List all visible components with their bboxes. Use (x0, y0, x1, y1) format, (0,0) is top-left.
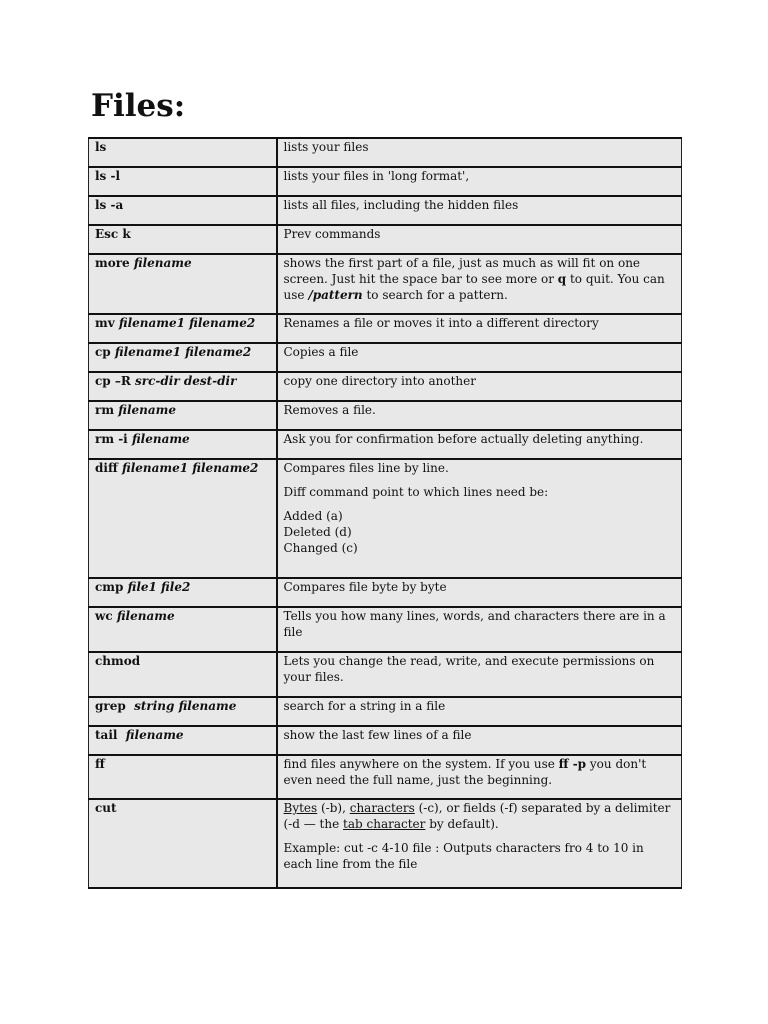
command-description: to search for a pattern. (362, 288, 508, 302)
page-title: Files: (91, 88, 186, 124)
table-row (89, 459, 682, 578)
command-description: Ask you for confirmation before actually deleting anything. (283, 432, 644, 446)
command-name: tail (95, 728, 118, 742)
table-row (89, 401, 682, 430)
command-description: Example: cut -c 4-10 file : Outputs characters fro 4 to 10 in each line from the file (283, 841, 644, 871)
command-name: ff (95, 757, 105, 771)
bytes-link[interactable]: Bytes (283, 801, 318, 815)
command-description: by default). (425, 817, 499, 831)
list-item: Deleted (d) (283, 525, 352, 539)
table-row (89, 196, 682, 225)
command-name: rm -i (95, 432, 128, 446)
table-row (89, 138, 682, 167)
command-cell (89, 314, 277, 343)
command-name: cut (95, 801, 117, 815)
description-cell (277, 225, 682, 254)
description-cell (277, 138, 682, 167)
command-description: Tells you how many lines, words, and characters there are in a file (283, 609, 666, 639)
command-name: grep (95, 699, 126, 713)
table-row (89, 225, 682, 254)
command-cell (89, 225, 277, 254)
command-argument: filename1 filename2 (122, 461, 259, 475)
description-cell (277, 343, 682, 372)
command-name: wc (95, 609, 113, 623)
command-argument: filename (125, 728, 184, 742)
list-item: Added (a) (283, 509, 343, 523)
command-name: Esc k (95, 227, 131, 241)
description-cell (277, 755, 682, 799)
table-row (89, 254, 682, 314)
command-description: (-c), or fields (-f) separated by a delimiter (-d — the (283, 801, 671, 831)
tab-character-link[interactable]: tab character (343, 817, 426, 831)
description-cell (277, 726, 682, 755)
command-description: shows the first part of a file, just as much as will fit on one screen. Just hit the space bar to see more or (283, 256, 641, 286)
table-row (89, 167, 682, 196)
command-argument: filename (116, 609, 175, 623)
command-cell (89, 196, 277, 225)
command-description: show the last few lines of a file (283, 728, 472, 742)
command-description: you don't even need the full name, just the beginning. (283, 757, 647, 787)
command-cell (89, 343, 277, 372)
description-cell (277, 314, 682, 343)
command-cell (89, 372, 277, 401)
table-row (89, 697, 682, 726)
command-description: search for a string in a file (283, 699, 446, 713)
command-argument: filename (118, 403, 176, 417)
command-name: cmp (95, 580, 124, 594)
table-row (89, 343, 682, 372)
description-cell (277, 578, 682, 607)
command-name: chmod (95, 654, 141, 668)
table-row (89, 430, 682, 459)
command-description: copy one directory into another (283, 374, 476, 388)
command-cell (89, 138, 277, 167)
description-cell (277, 372, 682, 401)
command-cell (89, 430, 277, 459)
command-description: find files anywhere on the system. If you use (283, 757, 559, 771)
command-name: ls (95, 140, 107, 154)
search-pattern: /pattern (308, 288, 363, 302)
description-cell (277, 430, 682, 459)
description-cell (277, 401, 682, 430)
table-row (89, 607, 682, 652)
command-description: lists all files, including the hidden files (283, 198, 519, 212)
ff-p-option: ff -p (558, 757, 587, 771)
command-name: mv (95, 316, 115, 330)
command-description: Compares files line by line. (283, 461, 449, 475)
command-description: Prev commands (283, 227, 381, 241)
command-argument: filename (133, 256, 192, 270)
table-row (89, 372, 682, 401)
command-cell (89, 652, 277, 697)
description-cell (277, 799, 682, 888)
command-description: to quit. You can use (283, 272, 665, 302)
command-name: more (95, 256, 130, 270)
command-description: Copies a file (283, 345, 359, 359)
description-cell (277, 196, 682, 225)
commands-table (88, 137, 682, 889)
description-cell (277, 607, 682, 652)
command-name: ls -a (95, 198, 124, 212)
command-cell (89, 167, 277, 196)
command-cell (89, 726, 277, 755)
description-cell (277, 697, 682, 726)
command-name: cp (95, 345, 111, 359)
command-name: rm (95, 403, 115, 417)
command-argument: string filename (134, 699, 237, 713)
table-row (89, 726, 682, 755)
table-row (89, 799, 682, 888)
table-row (89, 314, 682, 343)
command-argument: filename (131, 432, 190, 446)
command-argument: filename1 filename2 (118, 316, 256, 330)
quit-key: q (557, 272, 567, 286)
characters-link[interactable]: characters (349, 801, 415, 815)
list-item: Changed (c) (283, 541, 358, 555)
table-row (89, 578, 682, 607)
command-name: ls -l (95, 169, 121, 183)
command-description: Compares file byte by byte (283, 580, 447, 594)
description-cell (277, 254, 682, 314)
command-cell (89, 607, 277, 652)
command-cell (89, 254, 277, 314)
description-cell (277, 167, 682, 196)
description-cell (277, 652, 682, 697)
command-argument: filename1 filename2 (114, 345, 252, 359)
command-description: Renames a file or moves it into a different directory (283, 316, 599, 330)
command-cell (89, 799, 277, 888)
command-argument: file1 file2 (127, 580, 191, 594)
command-cell (89, 578, 277, 607)
command-description: (-b), (317, 801, 350, 815)
command-cell (89, 401, 277, 430)
command-description: Diff command point to which lines need be: (283, 485, 549, 499)
command-cell (89, 697, 277, 726)
command-argument: src-dir dest-dir (135, 374, 237, 388)
command-description: lists your files in 'long format', (283, 169, 470, 183)
command-description: Removes a file. (283, 403, 376, 417)
command-description: lists your files (283, 140, 369, 154)
command-name: cp –R (95, 374, 131, 388)
command-cell (89, 459, 277, 578)
command-description: Lets you change the read, write, and execute permissions on your files. (283, 654, 655, 684)
command-name: diff (95, 461, 118, 475)
command-cell (89, 755, 277, 799)
table-row (89, 652, 682, 697)
table-row (89, 755, 682, 799)
description-cell (277, 459, 682, 578)
